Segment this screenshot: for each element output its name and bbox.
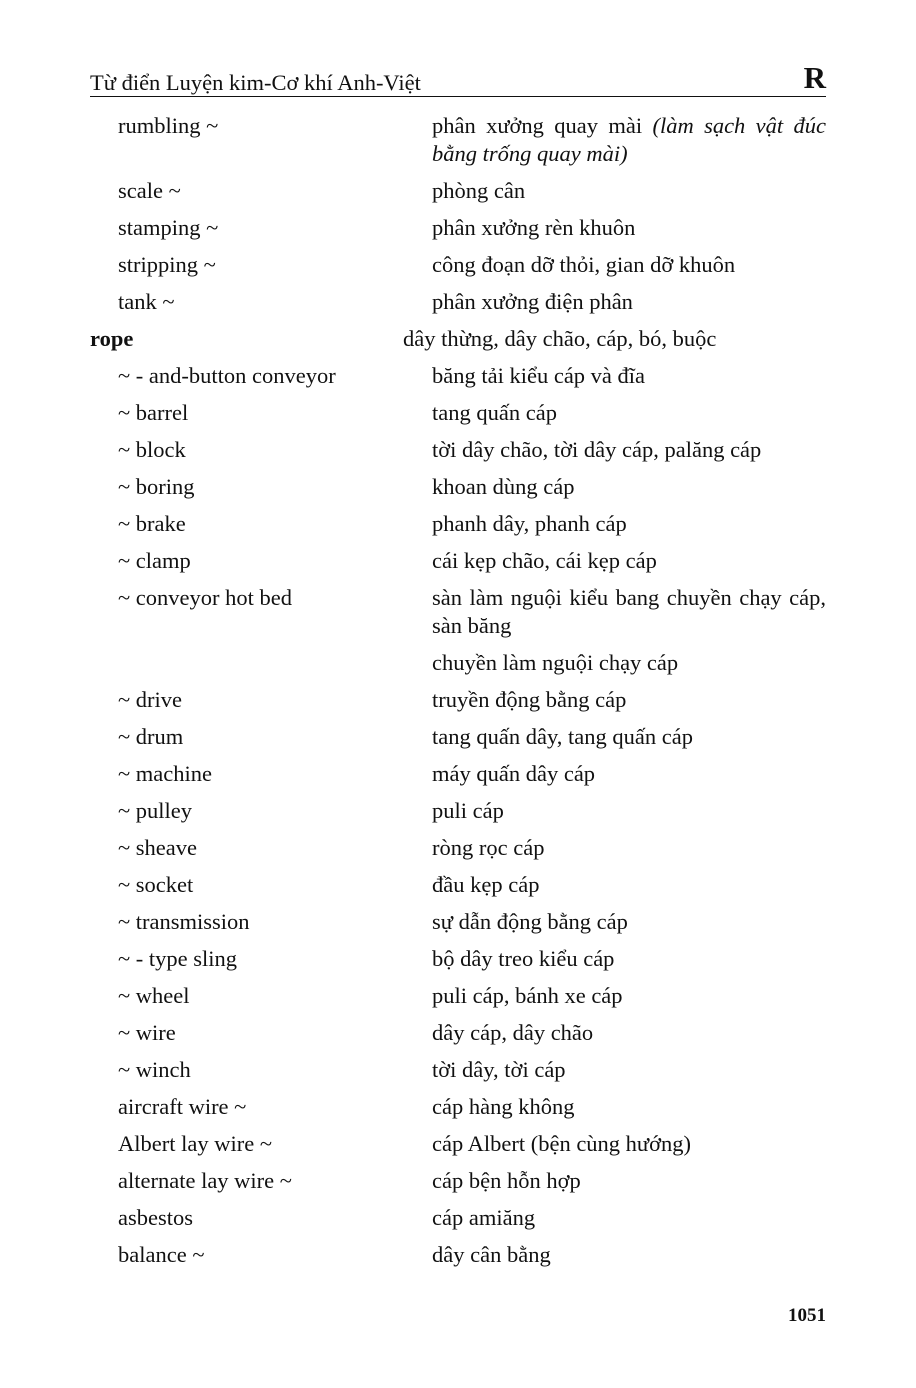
- dictionary-entry: [0, 473, 916, 510]
- entry-definition: [432, 436, 826, 464]
- definition-text: tời dây, tời cáp: [432, 1057, 566, 1082]
- running-header: [90, 62, 826, 97]
- definition-text: puli cáp, bánh xe cáp: [432, 983, 623, 1008]
- dictionary-entry: [0, 1167, 916, 1204]
- entry-definition: [432, 1056, 826, 1084]
- definition-text: phân xưởng quay mài: [432, 113, 653, 138]
- entry-term: ~ socket: [118, 872, 194, 897]
- dictionary-entry: [0, 1056, 916, 1093]
- dictionary-entry: [0, 871, 916, 908]
- dictionary-entry: [0, 251, 916, 288]
- entry-term: ~ wheel: [118, 983, 190, 1008]
- entry-term: aircraft wire ~: [118, 1094, 247, 1119]
- entry-term: ~ conveyor hot bed: [118, 585, 293, 610]
- entry-term: stamping ~: [118, 215, 219, 240]
- dictionary-title: Từ điển Luyện kim-Cơ khí Anh-Việt: [90, 70, 421, 95]
- dictionary-entry: [0, 510, 916, 547]
- entry-definition: [432, 982, 826, 1010]
- entry-list: [0, 112, 916, 1278]
- entry-term: ~ pulley: [118, 798, 193, 823]
- entry-definition: [432, 214, 826, 242]
- entry-definition: [432, 760, 826, 788]
- entry-definition: [432, 1093, 826, 1121]
- entry-definition: [432, 1204, 826, 1232]
- definition-text: truyền động bằng cáp: [432, 687, 627, 712]
- dictionary-entry: [0, 399, 916, 436]
- definition-text: dây thừng, dây chão, cáp, bó, buộc: [403, 326, 717, 351]
- definition-text: khoan dùng cáp: [432, 474, 575, 499]
- dictionary-entry: [0, 584, 916, 649]
- entry-term: ~ - and-button conveyor: [118, 363, 336, 388]
- definition-text: cáp bện hỗn hợp: [432, 1168, 581, 1193]
- entry-definition: [432, 473, 826, 501]
- entry-definition: [432, 723, 826, 751]
- entry-term: ~ boring: [118, 474, 195, 499]
- page-number: 1051: [788, 1305, 826, 1326]
- definition-text: cáp amiăng: [432, 1205, 536, 1230]
- entry-definition: [432, 547, 826, 575]
- definition-text: phân xưởng điện phân: [432, 289, 633, 314]
- definition-text: sự dẫn động bằng cáp: [432, 909, 628, 934]
- dictionary-entry: [0, 982, 916, 1019]
- entry-definition: [432, 177, 826, 205]
- definition-text: puli cáp: [432, 798, 504, 823]
- entry-term: ~ machine: [118, 761, 213, 786]
- entry-definition: [432, 797, 826, 825]
- definition-text: máy quấn dây cáp: [432, 761, 596, 786]
- dictionary-entry: [0, 723, 916, 760]
- dictionary-entry: [0, 686, 916, 723]
- definition-note: (làm sạch vật đúc bằng trống quay mài): [432, 113, 826, 166]
- definition-text: cái kẹp chão, cái kẹp cáp: [432, 548, 657, 573]
- entry-term: ~ block: [118, 437, 186, 462]
- entry-term: tank ~: [118, 289, 175, 314]
- entry-term: ~ barrel: [118, 400, 189, 425]
- dictionary-entry: [0, 834, 916, 871]
- dictionary-entry: [0, 1130, 916, 1167]
- definition-text: cáp hàng không: [432, 1094, 575, 1119]
- definition-text: bộ dây treo kiểu cáp: [432, 946, 615, 971]
- dictionary-entry: [0, 1093, 916, 1130]
- entry-definition: [432, 112, 826, 168]
- entry-term: ~ brake: [118, 511, 186, 536]
- dictionary-entry: [0, 908, 916, 945]
- dictionary-entry: [0, 362, 916, 399]
- entry-definition: [432, 288, 826, 316]
- entry-definition: [432, 362, 826, 390]
- entry-definition: [432, 251, 826, 279]
- entry-term: rumbling ~: [118, 113, 219, 138]
- dictionary-entry: [0, 945, 916, 982]
- entry-definition: [432, 1167, 826, 1195]
- entry-term: Albert lay wire ~: [118, 1131, 272, 1156]
- entry-definition: [432, 686, 826, 714]
- dictionary-entry: [0, 214, 916, 251]
- entry-term: ~ - type sling: [118, 946, 238, 971]
- headword-entry: [0, 325, 916, 362]
- definition-text: dây cáp, dây chão: [432, 1020, 594, 1045]
- definition-text: băng tải kiểu cáp và đĩa: [432, 363, 646, 388]
- entry-term: scale ~: [118, 178, 181, 203]
- dictionary-entry: [0, 649, 916, 686]
- definition-text: dây cân bằng: [432, 1242, 551, 1267]
- section-letter: R: [803, 60, 826, 95]
- entry-definition: [403, 325, 826, 353]
- entry-definition: [432, 399, 826, 427]
- definition-text: tang quấn cáp: [432, 400, 557, 425]
- definition-text: tời dây chão, tời dây cáp, palăng cáp: [432, 437, 762, 462]
- entry-term: ~ winch: [118, 1057, 191, 1082]
- entry-term: asbestos: [118, 1205, 193, 1230]
- definition-text: công đoạn dỡ thỏi, gian dỡ khuôn: [432, 252, 736, 277]
- entry-term: ~ transmission: [118, 909, 250, 934]
- dictionary-entry: [0, 760, 916, 797]
- dictionary-entry: [0, 1241, 916, 1278]
- entry-term: ~ clamp: [118, 548, 191, 573]
- dictionary-entry: [0, 1019, 916, 1056]
- definition-text: ròng rọc cáp: [432, 835, 545, 860]
- definition-text: tang quấn dây, tang quấn cáp: [432, 724, 693, 749]
- definition-text: đầu kẹp cáp: [432, 872, 540, 897]
- definition-text: phanh dây, phanh cáp: [432, 511, 627, 536]
- dictionary-entry: [0, 177, 916, 214]
- entry-term: ~ drive: [118, 687, 183, 712]
- entry-definition: [432, 871, 826, 899]
- definition-text: cáp Albert (bện cùng hướng): [432, 1131, 692, 1156]
- dictionary-entry: [0, 436, 916, 473]
- entry-term: stripping ~: [118, 252, 216, 277]
- definition-text: phòng cân: [432, 178, 526, 203]
- entry-definition: [432, 1130, 826, 1158]
- headword-term: rope: [90, 326, 134, 351]
- entry-definition: [432, 945, 826, 973]
- definition-text: chuyền làm nguội chạy cáp: [432, 650, 679, 675]
- definition-text: phân xưởng rèn khuôn: [432, 215, 636, 240]
- dictionary-entry: [0, 112, 916, 177]
- entry-term: ~ wire: [118, 1020, 176, 1045]
- entry-definition: [432, 649, 826, 677]
- dictionary-entry: [0, 1204, 916, 1241]
- entry-definition: [432, 584, 826, 640]
- definition-text: sàn làm nguội kiểu bang chuyền chạy cáp, sàn băng: [432, 585, 826, 638]
- entry-term: ~ drum: [118, 724, 184, 749]
- entry-term: alternate lay wire ~: [118, 1168, 292, 1193]
- dictionary-entry: [0, 547, 916, 584]
- entry-term: balance ~: [118, 1242, 205, 1267]
- dictionary-entry: [0, 797, 916, 834]
- entry-definition: [432, 510, 826, 538]
- entry-definition: [432, 1241, 826, 1269]
- entry-term: ~ sheave: [118, 835, 198, 860]
- entry-definition: [432, 908, 826, 936]
- dictionary-entry: [0, 288, 916, 325]
- entry-definition: [432, 834, 826, 862]
- entry-definition: [432, 1019, 826, 1047]
